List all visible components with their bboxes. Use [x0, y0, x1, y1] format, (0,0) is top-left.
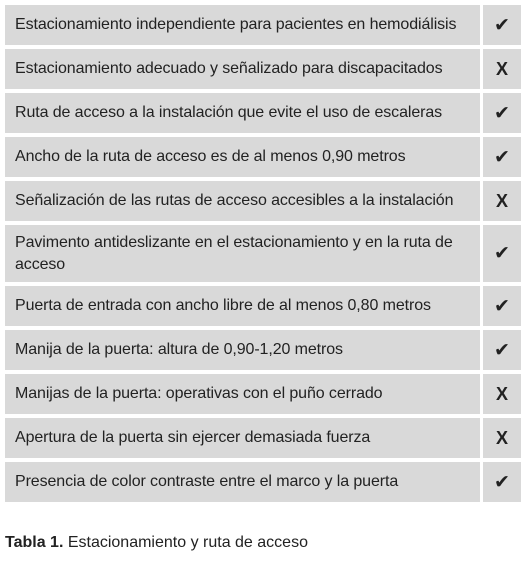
row-criterion: Estacionamiento independiente para pacientes en hemodiálisis: [5, 5, 480, 45]
check-mark-icon: ✔: [483, 330, 521, 370]
row-criterion: Presencia de color contraste entre el marco y la puerta: [5, 462, 480, 502]
table-caption: [5, 534, 308, 552]
row-criterion: Señalización de las rutas de acceso accesibles a la instalación: [5, 181, 480, 221]
row-criterion: Ruta de acceso a la instalación que evite el uso de escaleras: [5, 93, 480, 133]
cross-mark-icon: X: [483, 374, 521, 414]
table-row: [5, 225, 521, 282]
table-row: [5, 93, 521, 133]
row-criterion: Apertura de la puerta sin ejercer demasiada fuerza: [5, 418, 480, 458]
table-row: [5, 418, 521, 458]
table-row: [5, 181, 521, 221]
caption-text: Estacionamiento y ruta de acceso: [63, 534, 308, 551]
row-criterion: Manija de la puerta: altura de 0,90-1,20 metros: [5, 330, 480, 370]
row-criterion: Puerta de entrada con ancho libre de al menos 0,80 metros: [5, 286, 480, 326]
row-criterion: Ancho de la ruta de acceso es de al menos 0,90 metros: [5, 137, 480, 177]
check-mark-icon: ✔: [483, 286, 521, 326]
row-criterion: Manijas de la puerta: operativas con el puño cerrado: [5, 374, 480, 414]
table-row: [5, 462, 521, 502]
check-mark-icon: ✔: [483, 225, 521, 282]
cross-mark-icon: X: [483, 181, 521, 221]
accessibility-table: [5, 5, 521, 502]
check-mark-icon: ✔: [483, 137, 521, 177]
table-row: [5, 5, 521, 45]
table-row: [5, 286, 521, 326]
row-criterion: Pavimento antideslizante en el estacionamiento y en la ruta de acceso: [5, 225, 480, 282]
table-row: [5, 330, 521, 370]
row-criterion: Estacionamiento adecuado y señalizado para discapacitados: [5, 49, 480, 89]
cross-mark-icon: X: [483, 49, 521, 89]
check-mark-icon: ✔: [483, 93, 521, 133]
caption-label: Tabla 1.: [5, 534, 64, 551]
table-row: [5, 137, 521, 177]
check-mark-icon: ✔: [483, 5, 521, 45]
check-mark-icon: ✔: [483, 462, 521, 502]
table-row: [5, 49, 521, 89]
cross-mark-icon: X: [483, 418, 521, 458]
table-row: [5, 374, 521, 414]
